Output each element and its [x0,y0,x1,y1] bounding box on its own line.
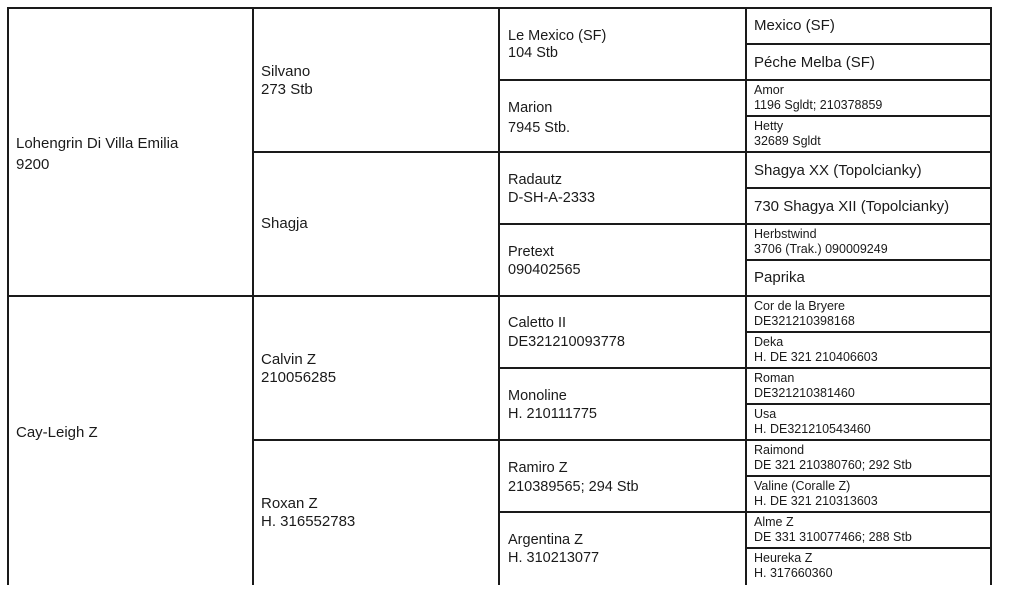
dsd-name: Monoline [508,388,567,404]
gen4-name-2: Péche Melba (SF) [754,54,875,71]
sss-name: Le Mexico (SF) [508,28,607,44]
gen4-reg-7: 3706 (Trak.) 090009249 [754,242,888,256]
gen2-separator-b [252,439,992,441]
gen4-name-4: Hetty [754,119,784,133]
gen4-reg-16: H. 317660360 [754,566,833,580]
gen4-name-12: Usa [754,407,777,421]
gen4-name-10: Deka [754,335,784,349]
dss-reg: DE321210093778 [508,334,625,350]
dd-reg: H. 316552783 [261,513,356,530]
sdd-reg: 090402565 [508,262,581,278]
ds-name: Calvin Z [261,351,317,368]
sdd-name: Pretext [508,244,554,260]
gen4-entry-3 [754,83,882,113]
sds-reg: D-SH-A-2333 [508,190,596,206]
gen4-reg-12: H. DE321210543460 [754,422,871,436]
gen4-name-5: Shagya XX (Topolcianky) [754,162,922,179]
gen3-separator-a [498,79,992,81]
gen4-separator-3 [745,187,992,189]
gen4-name-14: Valine (Coralle Z) [754,479,851,493]
ds-reg: 210056285 [261,369,337,386]
dss-name: Caletto II [508,315,567,331]
ssd-name: Marion [508,100,553,116]
gen4-entry-4 [754,119,821,149]
gen4-separator-1 [745,43,992,45]
dsd-reg: H. 210111775 [508,406,597,422]
gen4-name-9: Cor de la Bryere [754,299,846,313]
gen4-name-7: Herbstwind [754,227,817,241]
gen1-separator [7,295,992,297]
gen2-separator-a [252,151,992,153]
gen4-entry-13 [754,443,912,473]
gen4-separator-2 [745,115,992,117]
gen4-reg-11: DE321210381460 [754,386,855,400]
ddd-name: Argentina Z [508,532,583,548]
gen4-entry-7 [754,227,888,257]
pedigree-table [7,7,992,585]
gen4-entry-10 [754,335,878,365]
sd-name: Shagja [261,215,308,232]
sds-name: Radautz [508,172,563,188]
ddd-reg: H. 310213077 [508,550,600,566]
dam-name: Cay-Leigh Z [16,424,98,441]
gen4-reg-14: H. DE 321 210313603 [754,494,878,508]
gen4-entry-9 [754,299,855,329]
gen4-reg-15: DE 331 310077466; 288 Stb [754,530,912,544]
dd-name: Roxan Z [261,495,318,512]
gen3-separator-d [498,511,992,513]
gen3-separator-c [498,367,992,369]
ss-reg: 273 Stb [261,81,313,98]
gen4-name-11: Roman [754,371,795,385]
gen4-separator-5 [745,331,992,333]
sss-reg: 104 Stb [508,45,558,61]
gen4-name-16: Heureka Z [754,551,813,565]
gen4-reg-10: H. DE 321 210406603 [754,350,878,364]
gen4-reg-3: 1196 Sgldt; 210378859 [754,98,883,112]
gen4-reg-13: DE 321 210380760; 292 Stb [754,458,912,472]
gen4-name-8: Paprika [754,269,805,286]
sire-name: Lohengrin Di Villa Emilia [16,135,179,152]
gen4-name-13: Raimond [754,443,805,457]
gen4-entry-11 [754,371,855,401]
gen4-reg-9: DE321210398168 [754,314,855,328]
gen4-entry-15 [754,515,912,545]
gen4-separator-8 [745,547,992,549]
sire-reg: 9200 [16,156,50,173]
gen4-reg-4: 32689 Sgldt [754,134,821,148]
gen4-entry-16 [754,551,833,581]
gen4-name-15: Alme Z [754,515,794,529]
gen4-entry-12 [754,407,871,437]
gen3-separator-b [498,223,992,225]
gen4-name-1: Mexico (SF) [754,17,835,34]
gen4-separator-4 [745,259,992,261]
gen4-separator-7 [745,475,992,477]
gen4-separator-6 [745,403,992,405]
dds-name: Ramiro Z [508,460,568,476]
gen4-entry-14 [754,479,878,509]
ss-name: Silvano [261,63,311,80]
gen4-name-6: 730 Shagya XII (Topolcianky) [754,198,950,215]
gen4-name-3: Amor [754,83,784,97]
dds-reg: 210389565; 294 Stb [508,479,639,495]
ssd-reg: 7945 Stb. [508,120,571,136]
